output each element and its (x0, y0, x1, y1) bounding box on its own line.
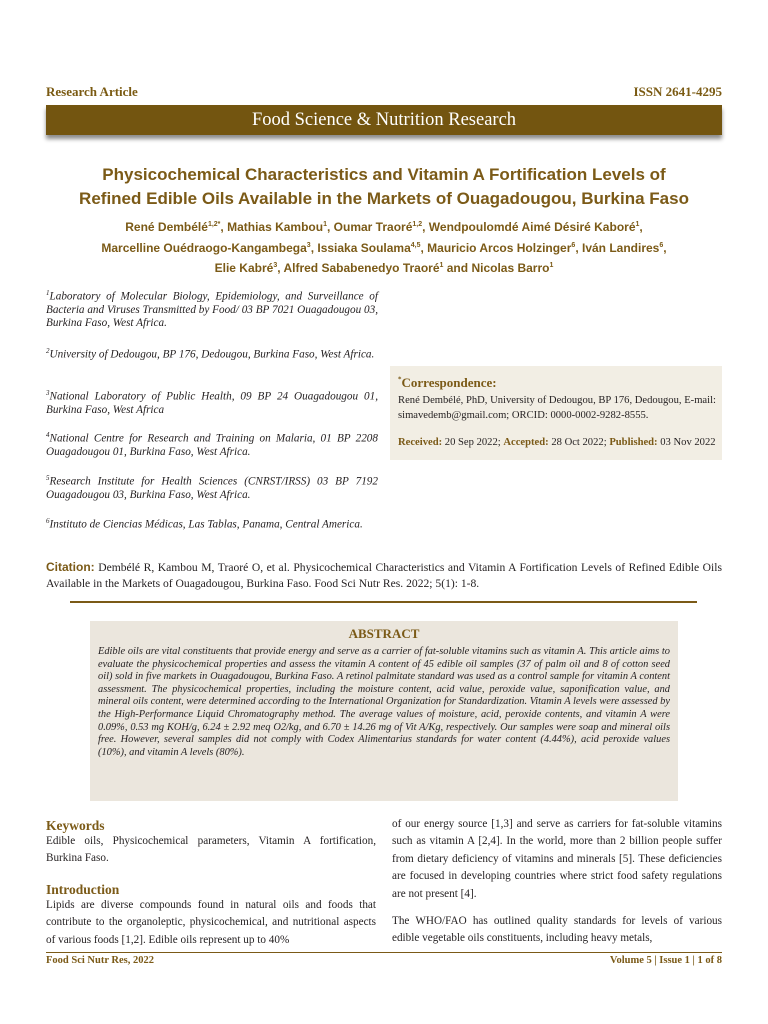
citation-text: Dembélé R, Kambou M, Traoré O, et al. Physicochemical Characteristics and Vitamin A Fortification Levels of Refined Edible Oils Available in the Markets of Ouagadougou, Burkina Faso. Food Sci Nutr Res. 2022; 5(1): 1-8. (46, 561, 722, 590)
issn: ISSN 2641-4295 (633, 84, 722, 99)
affiliation-text: Research Institute for Health Sciences (CNRST/IRSS) 03 BP 7192 Ouagadougou 03, Burkina Faso, West Africa. (46, 475, 378, 501)
author-separator: , (639, 220, 643, 234)
section-divider (70, 601, 697, 603)
author-name: Mauricio Arcos Holzinger (427, 240, 572, 255)
author-separator: , (422, 220, 429, 234)
author-affil-sup: 1,2 (412, 221, 423, 228)
abstract-text: Edible oils are vital constituents that provide energy and serve as a carrier of fat-soluble vitamins such as vitamin A. This article aims to evaluate the physicochemical properties and assess the vitamin A content of 45 edible oil samples (37 of palm oil and 8 of cotton seed oil) sold in five markets in Ouagadougou, Burkina Faso. A retinol palmitate standard was used as a control sample for vitamin A content assessment. The physicochemical properties, including the moisture content, acid value, peroxide value, saponification value, and mineral oils content, were determined according to the International Organization for Standardization. Vitamin A levels were assessed by the High-Performance Liquid Chromatography method. The average values of moisture, acid, peroxide contents, and vitamin A were 0.09%, 0.53 mg KOH/g, 6.24 ± 2.92 meq O2/kg, and 6.70 ± 14.26 mg of Vit A/Kg, respectively. Our samples were soap and mineral oils free. However, several samples did not comply with Codex Alimentarius standards for water content (4.44%), acid peroxide values (10%), and vitamin A levels (80%). (98, 646, 670, 758)
correspondence-text: René Dembélé, PhD, University of Dedougou, BP 176, Dedougou, E-mail: simavedemb@gmail.com; ORCID: 0000-0002-9282-8555. (398, 395, 716, 421)
body-paragraph: of our energy source [1,3] and serve as carriers for fat-soluble vitamins such as vitamin A [2,4]. In the world, more than 2 billion people suffer from dietary deficiency of vitamins and minerals [5]. These deficiencies are focused in developing countries where strict food safety regulations are not present [4]. (392, 818, 722, 900)
affiliation (46, 515, 378, 532)
correspondence-label: Correspondence: (401, 375, 497, 390)
accepted-date: 28 Oct 2022; (551, 437, 607, 448)
author-affil-sup: 3 (273, 262, 278, 269)
accepted-label: Accepted: (503, 437, 549, 448)
published-label: Published: (609, 437, 658, 448)
author-separator: , (663, 240, 667, 255)
introduction-heading: Introduction (46, 882, 120, 897)
author-list (30, 216, 738, 278)
author-affil-sup: 1 (439, 262, 444, 269)
affiliation-number: 2 (46, 347, 50, 355)
journal-name: Food Science & Nutrition Research (251, 110, 517, 130)
author-name: Mathias Kambou (227, 220, 324, 234)
affiliation-text: National Laboratory of Public Health, 09 BP 24 Ouagadougou 01, Burkina Faso, West Africa (46, 390, 378, 416)
published-date: 03 Nov 2022 (660, 437, 716, 448)
keywords-text: Edible oils, Physicochemical parameters, Vitamin A fortification, Burkina Faso. (46, 835, 376, 865)
author-line (30, 216, 738, 237)
correspondence-star: * (398, 375, 402, 384)
author-name: Marcelline Ouédraogo-Kangambega (101, 240, 307, 255)
affiliation (46, 287, 378, 330)
author-line (30, 237, 738, 258)
author-separator: , (575, 240, 582, 255)
affiliation-number: 5 (46, 474, 50, 482)
author-separator: , (277, 261, 284, 275)
affiliation (46, 472, 378, 502)
author-affil-sup: 3 (306, 241, 311, 249)
author-affil-sup: 4,5 (410, 241, 421, 249)
affiliation-text: Laboratory of Molecular Biology, Epidemiology, and Surveillance of Bacteria and Viruses Transmitted by Food/ 03 BP 7021 Ouagadougou 03, Burkina Faso, West Africa. (46, 290, 378, 330)
article-dates (398, 437, 716, 448)
received-label: Received: (398, 437, 443, 448)
received-date: 20 Sep 2022; (444, 437, 501, 448)
author-name: René Dembélé (125, 220, 208, 234)
affiliation-text: University of Dedougou, BP 176, Dedougou, Burkina Faso, West Africa. (49, 348, 375, 361)
citation (46, 559, 722, 592)
paper-title (40, 163, 728, 211)
author-name: Oumar Traoré (333, 220, 413, 234)
affiliation-number: 6 (46, 517, 50, 525)
author-affil-sup: 1,2* (207, 221, 221, 228)
title-line: Physicochemical Characteristics and Vitamin A Fortification Levels of (102, 165, 666, 184)
author-affil-sup: 6 (571, 241, 576, 249)
correspondence-box (390, 366, 722, 460)
author-separator: , (310, 240, 318, 255)
affiliation-text: National Centre for Research and Training on Malaria, 01 BP 2208 Ouagadougou 01, Burkina Faso, West Africa. (46, 432, 378, 458)
author-separator: , (420, 240, 428, 255)
author-name: Elie Kabré (214, 261, 274, 275)
footer-divider (46, 952, 722, 953)
affiliation (46, 345, 378, 362)
author-name: Iván Landires (581, 240, 660, 255)
author-separator: and (443, 261, 472, 275)
body-paragraph: The WHO/FAO has outlined quality standards for levels of various edible vegetable oils constituents, including heavy metals, (392, 915, 722, 945)
author-name: Wendpoulomdé Aimé Désiré Kaboré (428, 220, 636, 234)
author-name: Issiaka Soulama (317, 240, 411, 255)
author-affil-sup: 1 (323, 221, 327, 228)
journal-banner (46, 105, 722, 135)
title-line: Refined Edible Oils Available in the Markets of Ouagadougou, Burkina Faso (79, 189, 689, 208)
author-separator: , (220, 220, 228, 234)
abstract-heading: ABSTRACT (348, 626, 420, 641)
author-affil-sup: 1 (549, 262, 554, 269)
author-affil-sup: 1 (635, 221, 640, 228)
affiliation-number: 4 (46, 431, 50, 439)
affiliation (46, 387, 378, 417)
author-name: Nicolas Barro (471, 261, 550, 275)
keywords-heading: Keywords (46, 818, 105, 833)
affiliation-text: Instituto de Ciencias Médicas, Las Tablas, Panama, Central America. (49, 518, 363, 531)
article-type: Research Article (46, 84, 138, 99)
abstract-box (90, 621, 678, 801)
affiliation-number: 1 (46, 289, 50, 297)
author-separator: , (327, 220, 334, 234)
author-line (30, 257, 738, 278)
footer-page-info: Volume 5 | Issue 1 | 1 of 8 (609, 955, 722, 966)
author-name: Alfred Sababenedyo Traoré (283, 261, 440, 275)
author-affil-sup: 6 (659, 241, 664, 249)
correspondence-heading (398, 375, 497, 391)
citation-label: Citation: (46, 560, 95, 574)
affiliation (46, 429, 378, 459)
affiliation-number: 3 (46, 389, 50, 397)
introduction-text: Lipids are diverse compounds found in natural oils and foods that contribute to the organoleptic, physicochemical, and nutritional aspects of various foods [1,2]. Edible oils represent up to 40% (46, 899, 376, 946)
footer-journal: Food Sci Nutr Res, 2022 (46, 955, 155, 966)
